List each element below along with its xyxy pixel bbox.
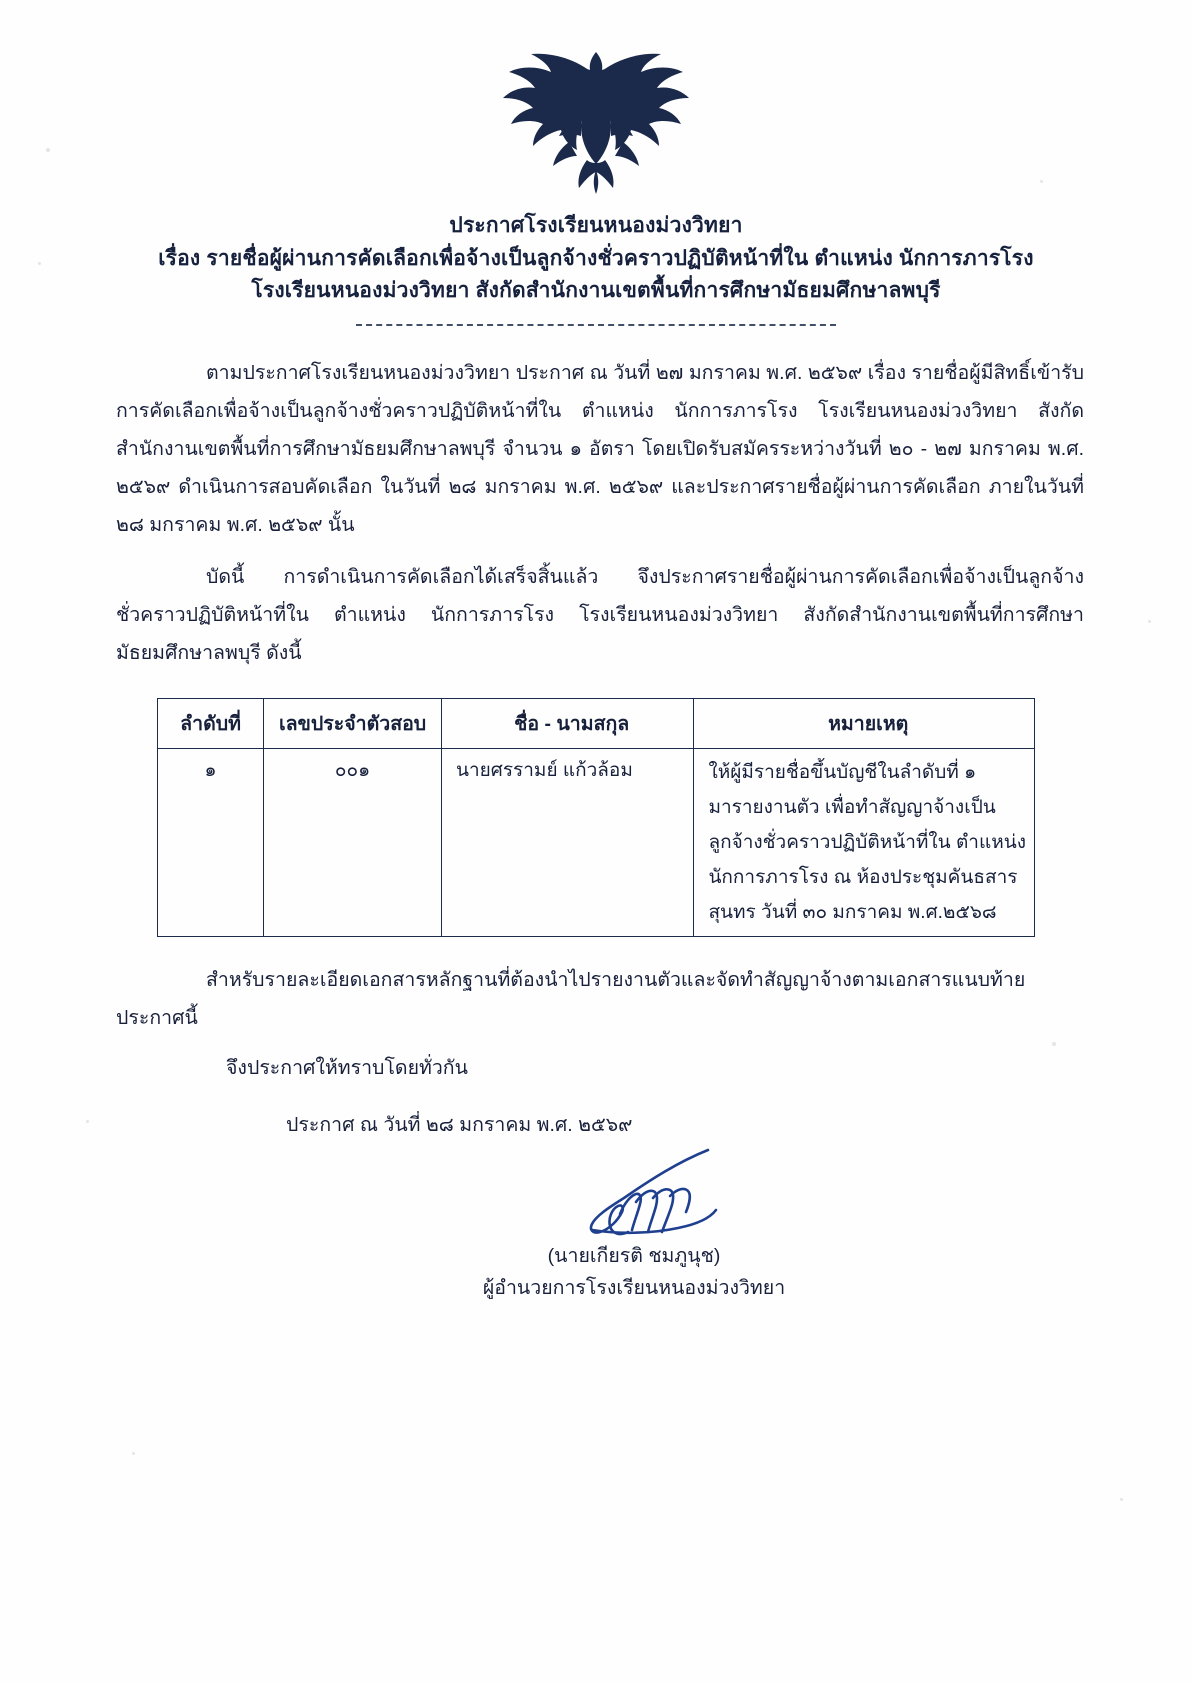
heading-divider (356, 324, 836, 326)
column-header-name: ชื่อ - นามสกุล (441, 698, 693, 748)
announcement-title: ประกาศโรงเรียนหนองม่วงวิทยา (449, 214, 743, 237)
paragraph-two: บัดนี้ การดำเนินการคัดเลือกได้เสร็จสิ้นแล้ว จึงประกาศรายชื่อผู้ผ่านการคัดเลือกเพื่อจ้างเป็นลูกจ้างชั่วคราวปฏิบัติหน้าที่ใน ตำแหน่ง นักการภารโรง โรงเรียนหนองม่วงวิทยา สังกัดสำนักงานเขตพื้นที่การศึกษามัธยมศึกษาลพบุรี ดังนี้ (116, 565, 1084, 664)
closing-notice: จึงประกาศให้ทราบโดยทั่วกัน (226, 1056, 468, 1079)
announcement-subject: เรื่อง รายชื่อผู้ผ่านการคัดเลือกเพื่อจ้างเป็นลูกจ้างชั่วคราวปฏิบัติหน้าที่ใน ตำแหน่ง นักการภารโรง (158, 246, 1034, 270)
closing-details: สำหรับรายละเอียดเอกสารหลักฐานที่ต้องนำไปรายงานตัวและจัดทำสัญญาจ้างตามเอกสารแนบท้ายประกาศนี้ (116, 969, 1026, 1030)
document-heading (0, 210, 1192, 326)
closing-date: ประกาศ ณ วันที่ ๒๘ มกราคม พ.ศ. ๒๕๖๙ (286, 1113, 633, 1136)
cell-note (694, 748, 1035, 937)
table-header-row (158, 698, 1035, 748)
note-line-4: นักการภารโรง ณ ห้องประชุมคันธสาร (708, 867, 1018, 889)
announcement-affiliation: โรงเรียนหนองม่วงวิทยา สังกัดสำนักงานเขตพื้นที่การศึกษามัธยมศึกษาลพบุรี (251, 279, 941, 303)
results-table-container (157, 698, 1035, 938)
emblem-container (0, 0, 1192, 196)
document-body (0, 354, 1192, 672)
signer-title: ผู้อำนวยการโรงเรียนหนองม่วงวิทยา (482, 1276, 786, 1299)
paragraph-one: ตามประกาศโรงเรียนหนองม่วงวิทยา ประกาศ ณ วันที่ ๒๗ มกราคม พ.ศ. ๒๕๖๙ เรื่อง รายชื่อผู้มีสิทธิ์เข้ารับการคัดเลือกเพื่อจ้างเป็นลูกจ้างชั่วคราวปฏิบัติหน้าที่ใน ตำแหน่ง นักการภารโรง โรงเรียนหนองม่วงวิทยา สังกัดสำนักงานเขตพื้นที่การศึกษามัธยมศึกษาลพบุรี จำนวน ๑ อัตรา โดยเปิดรับสมัครระหว่างวันที่ ๒๐ - ๒๗ มกราคม พ.ศ. ๒๕๖๙ ดำเนินการสอบคัดเลือก ในวันที่ ๒๘ มกราคม พ.ศ. ๒๕๖๙ และประกาศรายชื่อผู้ผ่านการคัดเลือก ภายในวันที่ ๒๘ มกราคม พ.ศ. ๒๕๖๙ นั้น (116, 361, 1084, 536)
note-line-2: มารายงานตัว เพื่อทำสัญญาจ้างเป็น (708, 796, 996, 818)
closing-block (0, 961, 1192, 1139)
cell-name: นายศรรามย์ แก้วล้อม (441, 748, 693, 937)
column-header-no: ลำดับที่ (158, 698, 264, 748)
signer-name: (นายเกียรติ ชมภูนุช) (547, 1244, 721, 1267)
note-line-5: สุนทร วันที่ ๓๐ มกราคม พ.ศ.๒๕๖๘ (708, 902, 997, 924)
note-line-3: ลูกจ้างชั่วคราวปฏิบัติหน้าที่ใน ตำแหน่ง (708, 832, 1026, 854)
note-line-1: ให้ผู้มีรายชื่อขึ้นบัญชีในลำดับที่ ๑ (708, 761, 977, 783)
column-header-note: หมายเหตุ (694, 698, 1035, 748)
cell-code: ๐๐๑ (264, 748, 442, 937)
signature-area (0, 1142, 1192, 1299)
table-row (158, 748, 1035, 937)
garuda-emblem (491, 46, 701, 196)
column-header-code: เลขประจำตัวสอบ (264, 698, 442, 748)
results-table (157, 698, 1035, 938)
cell-no: ๑ (158, 748, 264, 937)
